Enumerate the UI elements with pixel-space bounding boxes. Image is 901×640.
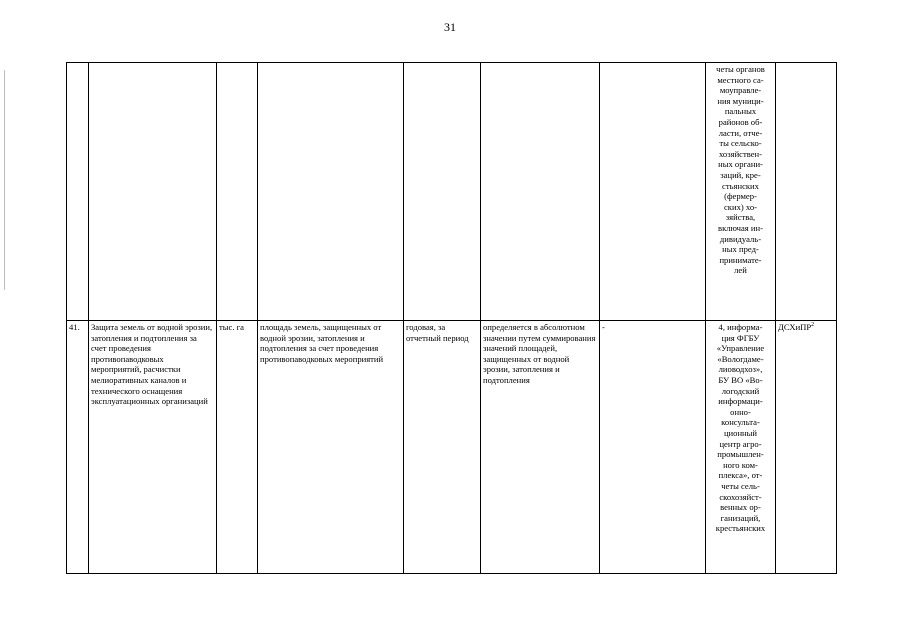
source-line: крестьянских (715, 523, 766, 534)
cell-number (67, 63, 89, 321)
source-line: БУ ВО «Во- (718, 374, 763, 385)
source-line: скохозяйст- (719, 491, 762, 502)
source-line: ласти, отче- (718, 127, 763, 138)
source-line: центр агро- (719, 438, 762, 449)
cell-responsible (776, 63, 837, 321)
cell-definition (258, 63, 404, 321)
source-line: ных органи- (718, 159, 763, 170)
source-line: «Управление (716, 343, 765, 354)
cell-responsible (776, 321, 837, 574)
cell-unit (217, 63, 258, 321)
cell-source (706, 321, 776, 574)
responsible-text: ДСХиПР (778, 322, 812, 332)
source-line: дивидуаль- (719, 233, 762, 244)
source-line: онно- (730, 406, 751, 417)
cell-periodicity (404, 63, 481, 321)
table-row-continued (67, 63, 837, 321)
source-line: консульта- (721, 417, 760, 428)
cell-note: - (600, 321, 706, 574)
source-line: ных пред- (722, 244, 759, 255)
source-line: ционный (723, 427, 758, 438)
source-line: 4, информа- (718, 322, 763, 332)
source-line: включая ин- (718, 222, 763, 233)
footnote-marker: 2 (811, 322, 815, 329)
source-line: плекса», от- (718, 470, 763, 481)
cell-number: 41. (67, 321, 89, 574)
source-line: промышлен- (717, 449, 764, 460)
source-line: местного са- (717, 74, 764, 85)
source-line: пальных (724, 106, 757, 117)
source-line: «Вологдаме- (717, 353, 764, 364)
source-line: лей (734, 265, 747, 276)
source-line: ного ком- (723, 459, 758, 470)
source-line: заций, кре- (720, 169, 761, 180)
source-line: четы органов (716, 64, 765, 74)
source-line: ских) хо- (723, 201, 758, 212)
cell-note (600, 63, 706, 321)
source-line: ганизаций, (720, 512, 761, 523)
source-line: хозяйствен- (718, 148, 763, 159)
source-line: стьянских (722, 180, 759, 191)
indicator-table (66, 62, 837, 574)
cell-unit: тыс. га (217, 321, 258, 574)
source-line: ния муници- (717, 95, 764, 106)
source-line: ция ФГБУ (721, 332, 760, 343)
scan-edge-line (4, 70, 5, 290)
source-line: зяйства, (725, 212, 756, 223)
cell-indicator-name (89, 63, 217, 321)
source-line: венных ор- (720, 502, 761, 513)
source-line: логодский (721, 385, 760, 396)
cell-definition: площадь земель, защищенных от водной эрозии, затопления и подтопления за счет проведения противопаводковых мероприятий (258, 321, 404, 574)
page-number: 31 (444, 20, 456, 34)
cell-indicator-name: Защита земель от водной эрозии, затопления и подтопления за счет проведения противопаводковых мероприятий, расчистки мелиоративных каналов и технического оснащения эксплуатационных организаций (89, 321, 217, 574)
cell-source (706, 63, 776, 321)
source-line: ты сельско- (719, 138, 762, 149)
cell-method (481, 63, 600, 321)
table-row-41 (67, 321, 837, 574)
source-line: информаци- (718, 396, 763, 407)
cell-periodicity: годовая, за отчетный период (404, 321, 481, 574)
source-line: районов об- (718, 116, 763, 127)
source-line: четы сель- (721, 480, 760, 491)
source-line: лиоводхоз», (718, 364, 763, 375)
source-line: (фермер- (724, 191, 757, 202)
source-line: моуправле- (719, 85, 762, 96)
cell-method: определяется в абсолютном значении путем суммирования значений площадей, защищенных от водной эрозии, затопления и подтопления (481, 321, 600, 574)
source-line: принимате- (719, 254, 762, 265)
